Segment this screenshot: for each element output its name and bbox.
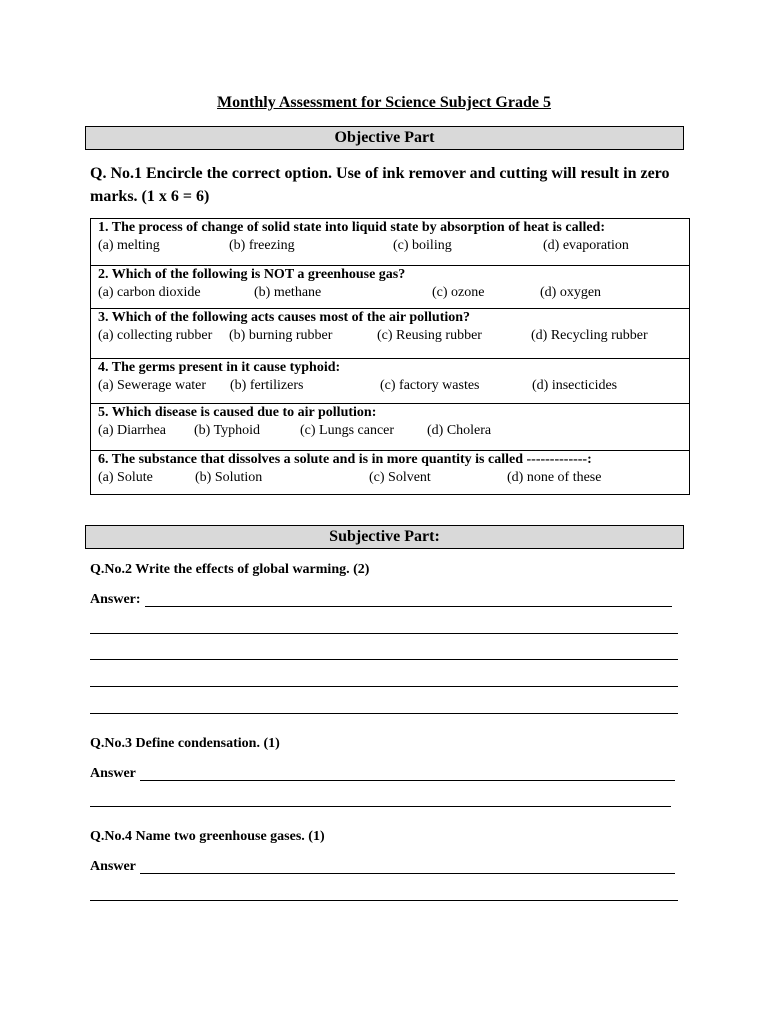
mcq-row-5 bbox=[91, 404, 689, 451]
answer-line[interactable] bbox=[90, 659, 678, 660]
mcq-2-option-b: (b) methane bbox=[254, 285, 322, 300]
mcq-5-option-c: (c) Lungs cancer bbox=[300, 423, 395, 438]
answer-line[interactable] bbox=[90, 900, 678, 901]
mcq-3-option-d: (d) Recycling rubber bbox=[531, 328, 648, 343]
mcq-question-1: 1. The process of change of solid state into liquid state by absorption of heat is called: bbox=[98, 220, 606, 235]
mcq-row-1 bbox=[91, 219, 689, 266]
answer-line[interactable] bbox=[90, 806, 671, 807]
mcq-3-option-b: (b) burning rubber bbox=[229, 328, 333, 343]
question-2-text: Q.No.2 Write the effects of global warming. (2) bbox=[90, 562, 370, 577]
objective-part-header: Objective Part bbox=[85, 126, 684, 150]
mcq-row-2 bbox=[91, 266, 689, 309]
question-3-text: Q.No.3 Define condensation. (1) bbox=[90, 736, 280, 751]
mcq-question-3: 3. Which of the following acts causes most of the air pollution? bbox=[98, 310, 471, 325]
mcq-row-6 bbox=[91, 451, 689, 494]
mcq-question-6: 6. The substance that dissolves a solute and is in more quantity is called -------------: bbox=[98, 452, 592, 467]
mcq-6-option-d: (d) none of these bbox=[507, 470, 602, 485]
mcq-4-option-b: (b) fertilizers bbox=[230, 378, 304, 393]
mcq-question-5: 5. Which disease is caused due to air pollution: bbox=[98, 405, 377, 420]
mcq-3-option-a: (a) collecting rubber bbox=[98, 328, 213, 343]
question-4-answer-label: Answer bbox=[90, 859, 136, 874]
question-1-instruction: Q. No.1 Encircle the correct option. Use of ink remover and cutting will result in zero marks. (1 x 6 = 6) bbox=[90, 165, 670, 205]
mcq-6-option-b: (b) Solution bbox=[195, 470, 263, 485]
answer-line[interactable] bbox=[90, 686, 678, 687]
mcq-2-option-d: (d) oxygen bbox=[540, 285, 602, 300]
mcq-5-option-b: (b) Typhoid bbox=[194, 423, 261, 438]
mcq-question-4: 4. The germs present in it cause typhoid: bbox=[98, 360, 341, 375]
mcq-5-option-a: (a) Diarrhea bbox=[98, 423, 167, 438]
mcq-1-option-b: (b) freezing bbox=[229, 238, 295, 253]
mcq-1-option-a: (a) melting bbox=[98, 238, 160, 253]
question-2-answer-label: Answer: bbox=[90, 592, 141, 607]
mcq-4-option-c: (c) factory wastes bbox=[380, 378, 480, 393]
mcq-3-option-c: (c) Reusing rubber bbox=[377, 328, 482, 343]
subjective-part-header: Subjective Part: bbox=[85, 525, 684, 549]
mcq-6-option-c: (c) Solvent bbox=[369, 470, 431, 485]
mcq-1-option-c: (c) boiling bbox=[393, 238, 452, 253]
question-4-text: Q.No.4 Name two greenhouse gases. (1) bbox=[90, 829, 325, 844]
mcq-1-option-d: (d) evaporation bbox=[543, 238, 629, 253]
answer-line[interactable] bbox=[90, 633, 678, 634]
question-3-answer-label: Answer bbox=[90, 766, 136, 781]
answer-line[interactable] bbox=[140, 873, 675, 874]
answer-line[interactable] bbox=[140, 780, 675, 781]
document-title: Monthly Assessment for Science Subject Grade 5 bbox=[217, 94, 551, 111]
mcq-2-option-c: (c) ozone bbox=[432, 285, 485, 300]
mcq-5-option-d: (d) Cholera bbox=[427, 423, 492, 438]
mcq-question-2: 2. Which of the following is NOT a greenhouse gas? bbox=[98, 267, 406, 282]
answer-line[interactable] bbox=[145, 606, 672, 607]
mcq-4-option-a: (a) Sewerage water bbox=[98, 378, 207, 393]
mcq-row-4 bbox=[91, 359, 689, 404]
mcq-4-option-d: (d) insecticides bbox=[532, 378, 618, 393]
mcq-row-3 bbox=[91, 309, 689, 359]
mcq-6-option-a: (a) Solute bbox=[98, 470, 153, 485]
mcq-table bbox=[90, 218, 690, 495]
answer-line[interactable] bbox=[90, 713, 678, 714]
mcq-2-option-a: (a) carbon dioxide bbox=[98, 285, 201, 300]
